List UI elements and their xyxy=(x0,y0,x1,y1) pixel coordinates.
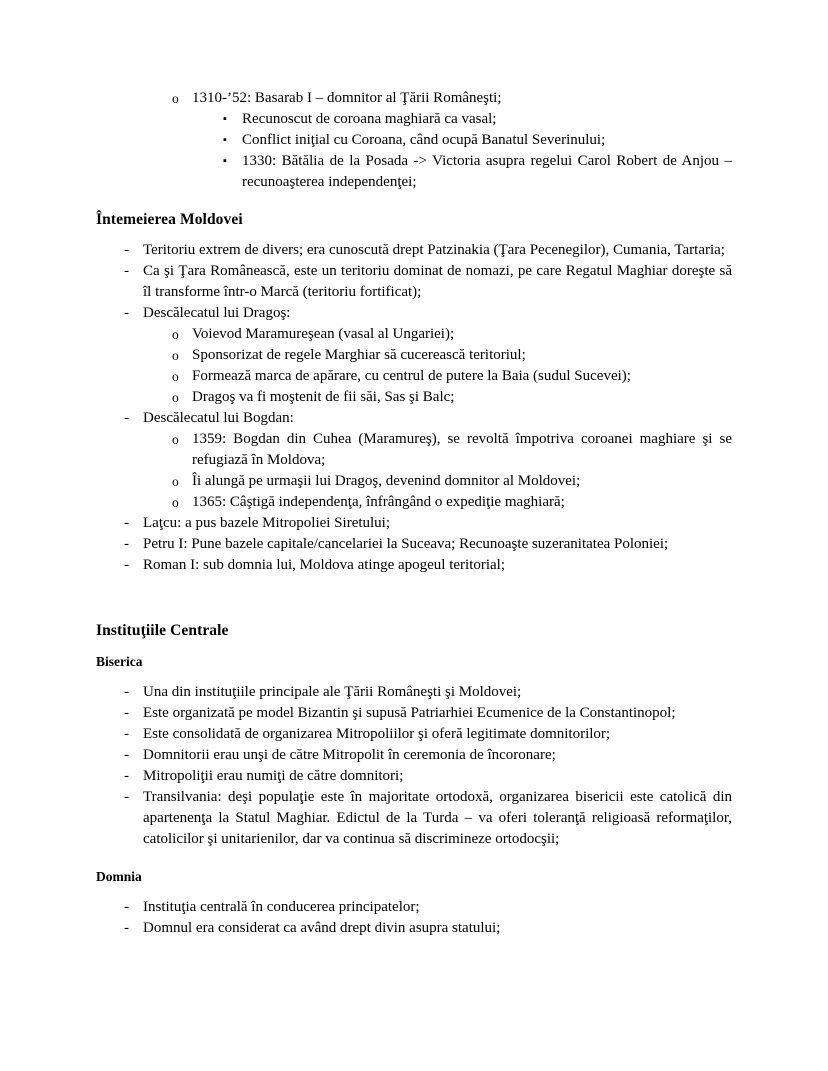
list-item xyxy=(96,534,732,555)
list-item xyxy=(96,724,732,745)
list-item xyxy=(96,109,732,130)
list-item-text: Domnitorii erau unşi de către Mitropolit în ceremonia de încoronare; xyxy=(143,747,556,763)
list-item-text: Recunoscut de coroana maghiară ca vasal; xyxy=(242,111,497,127)
list-marker-dash: - xyxy=(124,536,129,552)
list-marker-circle: o xyxy=(172,390,179,405)
list-item-text: Conflict iniţial cu Coroana, când ocupă Banatul Severinului; xyxy=(242,132,606,148)
list-marker-dash: - xyxy=(124,705,129,721)
moldova-list xyxy=(96,240,732,324)
list-item xyxy=(96,366,732,387)
dragos-sublist xyxy=(96,324,732,408)
list-marker-square: ▪ xyxy=(223,113,227,125)
intro-level3-list xyxy=(96,109,732,193)
list-item-text: Laţcu: a pus bazele Mitropoliei Siretului; xyxy=(143,515,391,531)
list-marker-circle: o xyxy=(172,348,179,363)
list-marker-dash: - xyxy=(124,305,129,321)
list-item-text: 1365: Câştigă independenţa, înfrângând o expediţie maghiară; xyxy=(192,494,565,510)
list-item xyxy=(96,408,732,429)
list-marker-circle: o xyxy=(172,369,179,384)
list-item-text: Ca şi Ţara Românească, este un teritoriu dominat de nomazi, pe care Regatul Maghiar doreşte să îl transforme într-o Marcă (teritoriu fortificat); xyxy=(143,263,732,300)
list-item-text: 1310-’52: Basarab I – domnitor al Ţării Româneşti; xyxy=(192,90,502,106)
list-marker-dash: - xyxy=(124,684,129,700)
list-item-text: Îi alungă pe urmaşii lui Dragoş, devenind domnitor al Moldovei; xyxy=(192,473,581,489)
list-item xyxy=(96,766,732,787)
list-item-text: Petru I: Pune bazele capitale/cancelariei la Suceava; Recunoaşte suzeranitatea Poloniei; xyxy=(143,536,669,552)
list-item-text: Descălecatul lui Bogdan: xyxy=(143,410,294,426)
list-item-text: Sponsorizat de regele Marghiar să cucerească teritoriul; xyxy=(192,347,526,363)
section-heading-institutions: Instituţiile Centrale xyxy=(96,622,229,639)
list-item xyxy=(96,897,732,918)
list-item-text: Domnul era considerat ca având drept divin asupra statului; xyxy=(143,920,501,936)
list-item xyxy=(96,703,732,724)
list-item xyxy=(96,471,732,492)
list-marker-square: ▪ xyxy=(223,155,227,167)
subsection-heading-biserica: Biserica xyxy=(96,654,143,669)
list-marker-dash: - xyxy=(124,263,129,279)
list-item xyxy=(96,387,732,408)
spacer xyxy=(96,576,732,620)
spacer xyxy=(96,887,732,897)
list-item xyxy=(96,555,732,576)
list-item-text: 1359: Bogdan din Cuhea (Maramureş), se revoltă împotriva coroanei maghiare şi se refugiază în Moldova; xyxy=(192,431,732,468)
list-item xyxy=(96,492,732,513)
list-item-text: Mitropoliţii erau numiţi de către domnitori; xyxy=(143,768,404,784)
list-item xyxy=(96,261,732,303)
list-item-text: Descălecatul lui Dragoş: xyxy=(143,305,291,321)
subsection-heading-domnia: Domnia xyxy=(96,869,142,884)
list-item-text: Roman I: sub domnia lui, Moldova atinge apogeul teritorial; xyxy=(143,557,506,573)
biserica-list xyxy=(96,682,732,850)
list-marker-circle: o xyxy=(172,327,179,342)
spacer xyxy=(96,230,732,240)
section-heading-moldova: Întemeierea Moldovei xyxy=(96,211,243,228)
list-item xyxy=(96,682,732,703)
list-marker-circle: o xyxy=(172,91,179,106)
list-marker-dash: - xyxy=(124,726,129,742)
spacer xyxy=(96,193,732,209)
list-item xyxy=(96,240,732,261)
list-marker-dash: - xyxy=(124,747,129,763)
list-item-text: Este organizată pe model Bizantin şi supusă Patriarhiei Ecumenice de la Constantinopol; xyxy=(143,705,676,721)
domnia-list xyxy=(96,897,732,939)
list-item-text: Transilvania: deşi populaţie este în majoritate ortodoxă, organizarea bisericii este catolică din apartenenţa la Statul Maghiar. Edictul de la Turda – va oferi toleranţă religioasă reformaţilor, catolicilor şi unitarienilor, dar va continua să discrimineze ortodocşii; xyxy=(143,789,732,847)
moldova-rulers-list xyxy=(96,513,732,576)
list-item xyxy=(96,513,732,534)
list-item xyxy=(96,918,732,939)
list-marker-dash: - xyxy=(124,557,129,573)
list-item xyxy=(96,787,732,850)
list-marker-circle: o xyxy=(172,474,179,489)
list-marker-dash: - xyxy=(124,920,129,936)
document-content xyxy=(96,88,732,939)
list-item xyxy=(96,429,732,471)
list-marker-dash: - xyxy=(124,242,129,258)
list-item xyxy=(96,151,732,193)
bogdan-list xyxy=(96,408,732,429)
list-item-text: Este consolidată de organizarea Mitropoliilor şi oferă legitimate domnitorilor; xyxy=(143,726,611,742)
list-item-text: Instituţia centrală în conducerea principatelor; xyxy=(143,899,420,915)
list-marker-circle: o xyxy=(172,432,179,447)
list-item-text: Voievod Maramureşean (vasal al Ungariei); xyxy=(192,326,455,342)
list-item-text: Dragoş va fi moştenit de fii săi, Sas şi Balc; xyxy=(192,389,455,405)
list-item xyxy=(96,345,732,366)
bogdan-sublist xyxy=(96,429,732,513)
list-item xyxy=(96,324,732,345)
list-marker-dash: - xyxy=(124,515,129,531)
list-item xyxy=(96,130,732,151)
list-item-text: Teritoriu extrem de divers; era cunoscută drept Patzinakia (Ţara Pecenegilor), Cumania, Tartaria; xyxy=(143,242,725,258)
list-item-text: Formează marca de apărare, cu centrul de putere la Baia (sudul Sucevei); xyxy=(192,368,631,384)
intro-level2-list xyxy=(96,88,732,109)
spacer xyxy=(96,850,732,866)
list-item-text: 1330: Bătălia de la Posada -> Victoria asupra regelui Carol Robert de Anjou – recunoaşterea independenţei; xyxy=(242,153,732,190)
list-item xyxy=(96,303,732,324)
list-marker-dash: - xyxy=(124,410,129,426)
list-marker-dash: - xyxy=(124,789,129,805)
list-marker-square: ▪ xyxy=(223,134,227,146)
list-marker-dash: - xyxy=(124,768,129,784)
list-item xyxy=(96,88,732,109)
list-marker-circle: o xyxy=(172,495,179,510)
list-marker-dash: - xyxy=(124,899,129,915)
list-item xyxy=(96,745,732,766)
spacer xyxy=(96,672,732,682)
list-item-text: Una din instituţiile principale ale Ţării Româneşti şi Moldovei; xyxy=(143,684,522,700)
spacer xyxy=(96,641,732,651)
